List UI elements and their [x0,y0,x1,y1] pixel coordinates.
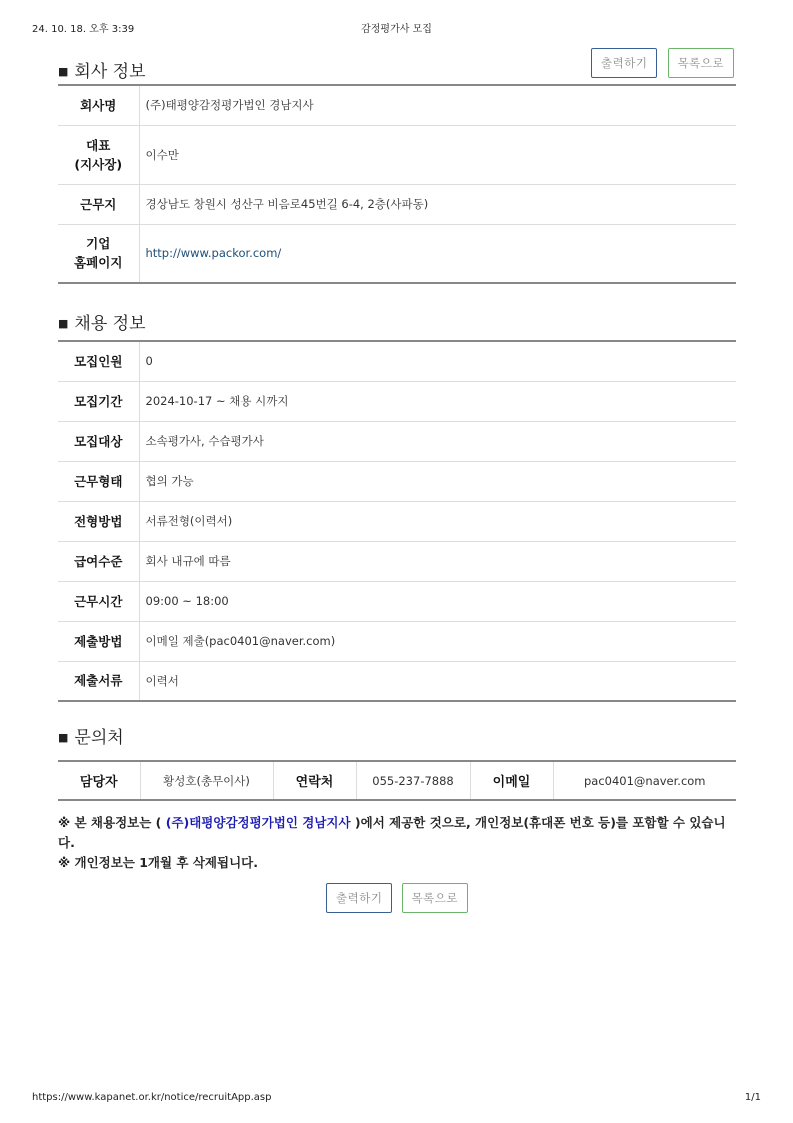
notice-line-2: ※ 개인정보는 1개월 후 삭제됩니다. [58,855,258,870]
email-value: pac0401@naver.com [583,773,706,788]
work-location: 경상남도 창원시 성산구 비음로45번길 6-4, 2층(사파동) [139,184,736,224]
phone-label: 연락처 [273,761,356,800]
row-value: 이력서 [145,673,179,688]
print-button[interactable]: 출력하기 [326,883,392,913]
square-bullet-icon: ■ [58,731,69,744]
top-buttons [586,48,734,78]
row-label: 제출방법 [58,621,139,661]
table-row [58,224,736,283]
list-button[interactable]: 목록으로 [402,883,468,913]
notice-line-1: ※ 본 채용정보는 ( (주)태평양감정평가법인 경남지사 )에서 제공한 것으로, 개인정보(휴대폰 번호 등)를 포함할 수 있습니다. [58,815,726,850]
homepage-link[interactable]: http://www.packor.com/ [145,246,282,261]
email-label: 이메일 [470,761,553,800]
table-row [58,85,736,125]
square-bullet-icon: ■ [58,65,69,78]
row-label: 근무형태 [58,461,139,501]
row-label: 제출서류 [58,661,139,701]
table-row [58,661,736,701]
section-title-company: ■ 회사 정보 [58,62,146,82]
manager-label: 담당자 [58,761,140,800]
bottom-buttons [58,883,736,913]
row-label: 기업 홈페이지 [58,224,139,283]
print-date: 24. 10. 18. 오후 3:39 [32,24,135,35]
content [58,44,736,913]
table-row [58,581,736,621]
phone-value: 055-237-7888 [356,761,470,800]
print-header [32,20,761,36]
row-label: 근무시간 [58,581,139,621]
table-row [58,421,736,461]
list-button[interactable]: 목록으로 [668,48,734,78]
row-value: 서류전형(이력서) [139,501,736,541]
square-bullet-icon: ■ [58,317,69,330]
print-button[interactable]: 출력하기 [591,48,657,78]
row-value: 0 [139,341,736,381]
row-label: 전형방법 [58,501,139,541]
recruit-section-header [58,284,736,340]
print-title: 감정평가사 모집 [361,24,432,35]
company-section-header [58,44,736,84]
notice-company-name: (주)태평양감정평가법인 경남지사 [165,815,351,830]
contact-table [58,760,736,801]
privacy-notice [58,813,738,873]
row-value: 09:00 ~ 18:00 [139,581,736,621]
table-row [58,341,736,381]
page-url: https://www.kapanet.or.kr/notice/recruitApp.asp [32,1092,272,1103]
row-label: 모집기간 [58,381,139,421]
recruit-info-table [58,340,736,702]
section-title-contact: ■ 문의처 [58,728,124,748]
table-row [58,621,736,661]
table-row [58,761,736,800]
row-value: 회사 내규에 따름 [139,541,736,581]
page-number: 1/1 [744,1092,761,1103]
company-info-table [58,84,736,284]
table-row [58,125,736,184]
row-label: 근무지 [58,184,139,224]
table-row [58,184,736,224]
row-label: 모집대상 [58,421,139,461]
company-name: (주)태평양감정평가법인 경남지사 [139,85,736,125]
representative-name: 이수만 [139,125,736,184]
row-value: 이메일 제출(pac0401@naver.com) [139,621,736,661]
contact-section-header [58,702,736,760]
row-label: 모집인원 [58,341,139,381]
row-value: 소속평가사, 수습평가사 [139,421,736,461]
table-row [58,381,736,421]
table-row [58,501,736,541]
manager-value: 황성호(총무이사) [140,761,273,800]
table-row [58,461,736,501]
row-label: 회사명 [58,85,139,125]
row-value: 협의 가능 [139,461,736,501]
section-title-recruit: ■ 채용 정보 [58,314,146,334]
row-value: 2024-10-17 ~ 채용 시까지 [139,381,736,421]
print-footer [32,1092,761,1108]
row-label: 대표 (지사장) [58,125,139,184]
table-row [58,541,736,581]
row-label: 급여수준 [58,541,139,581]
